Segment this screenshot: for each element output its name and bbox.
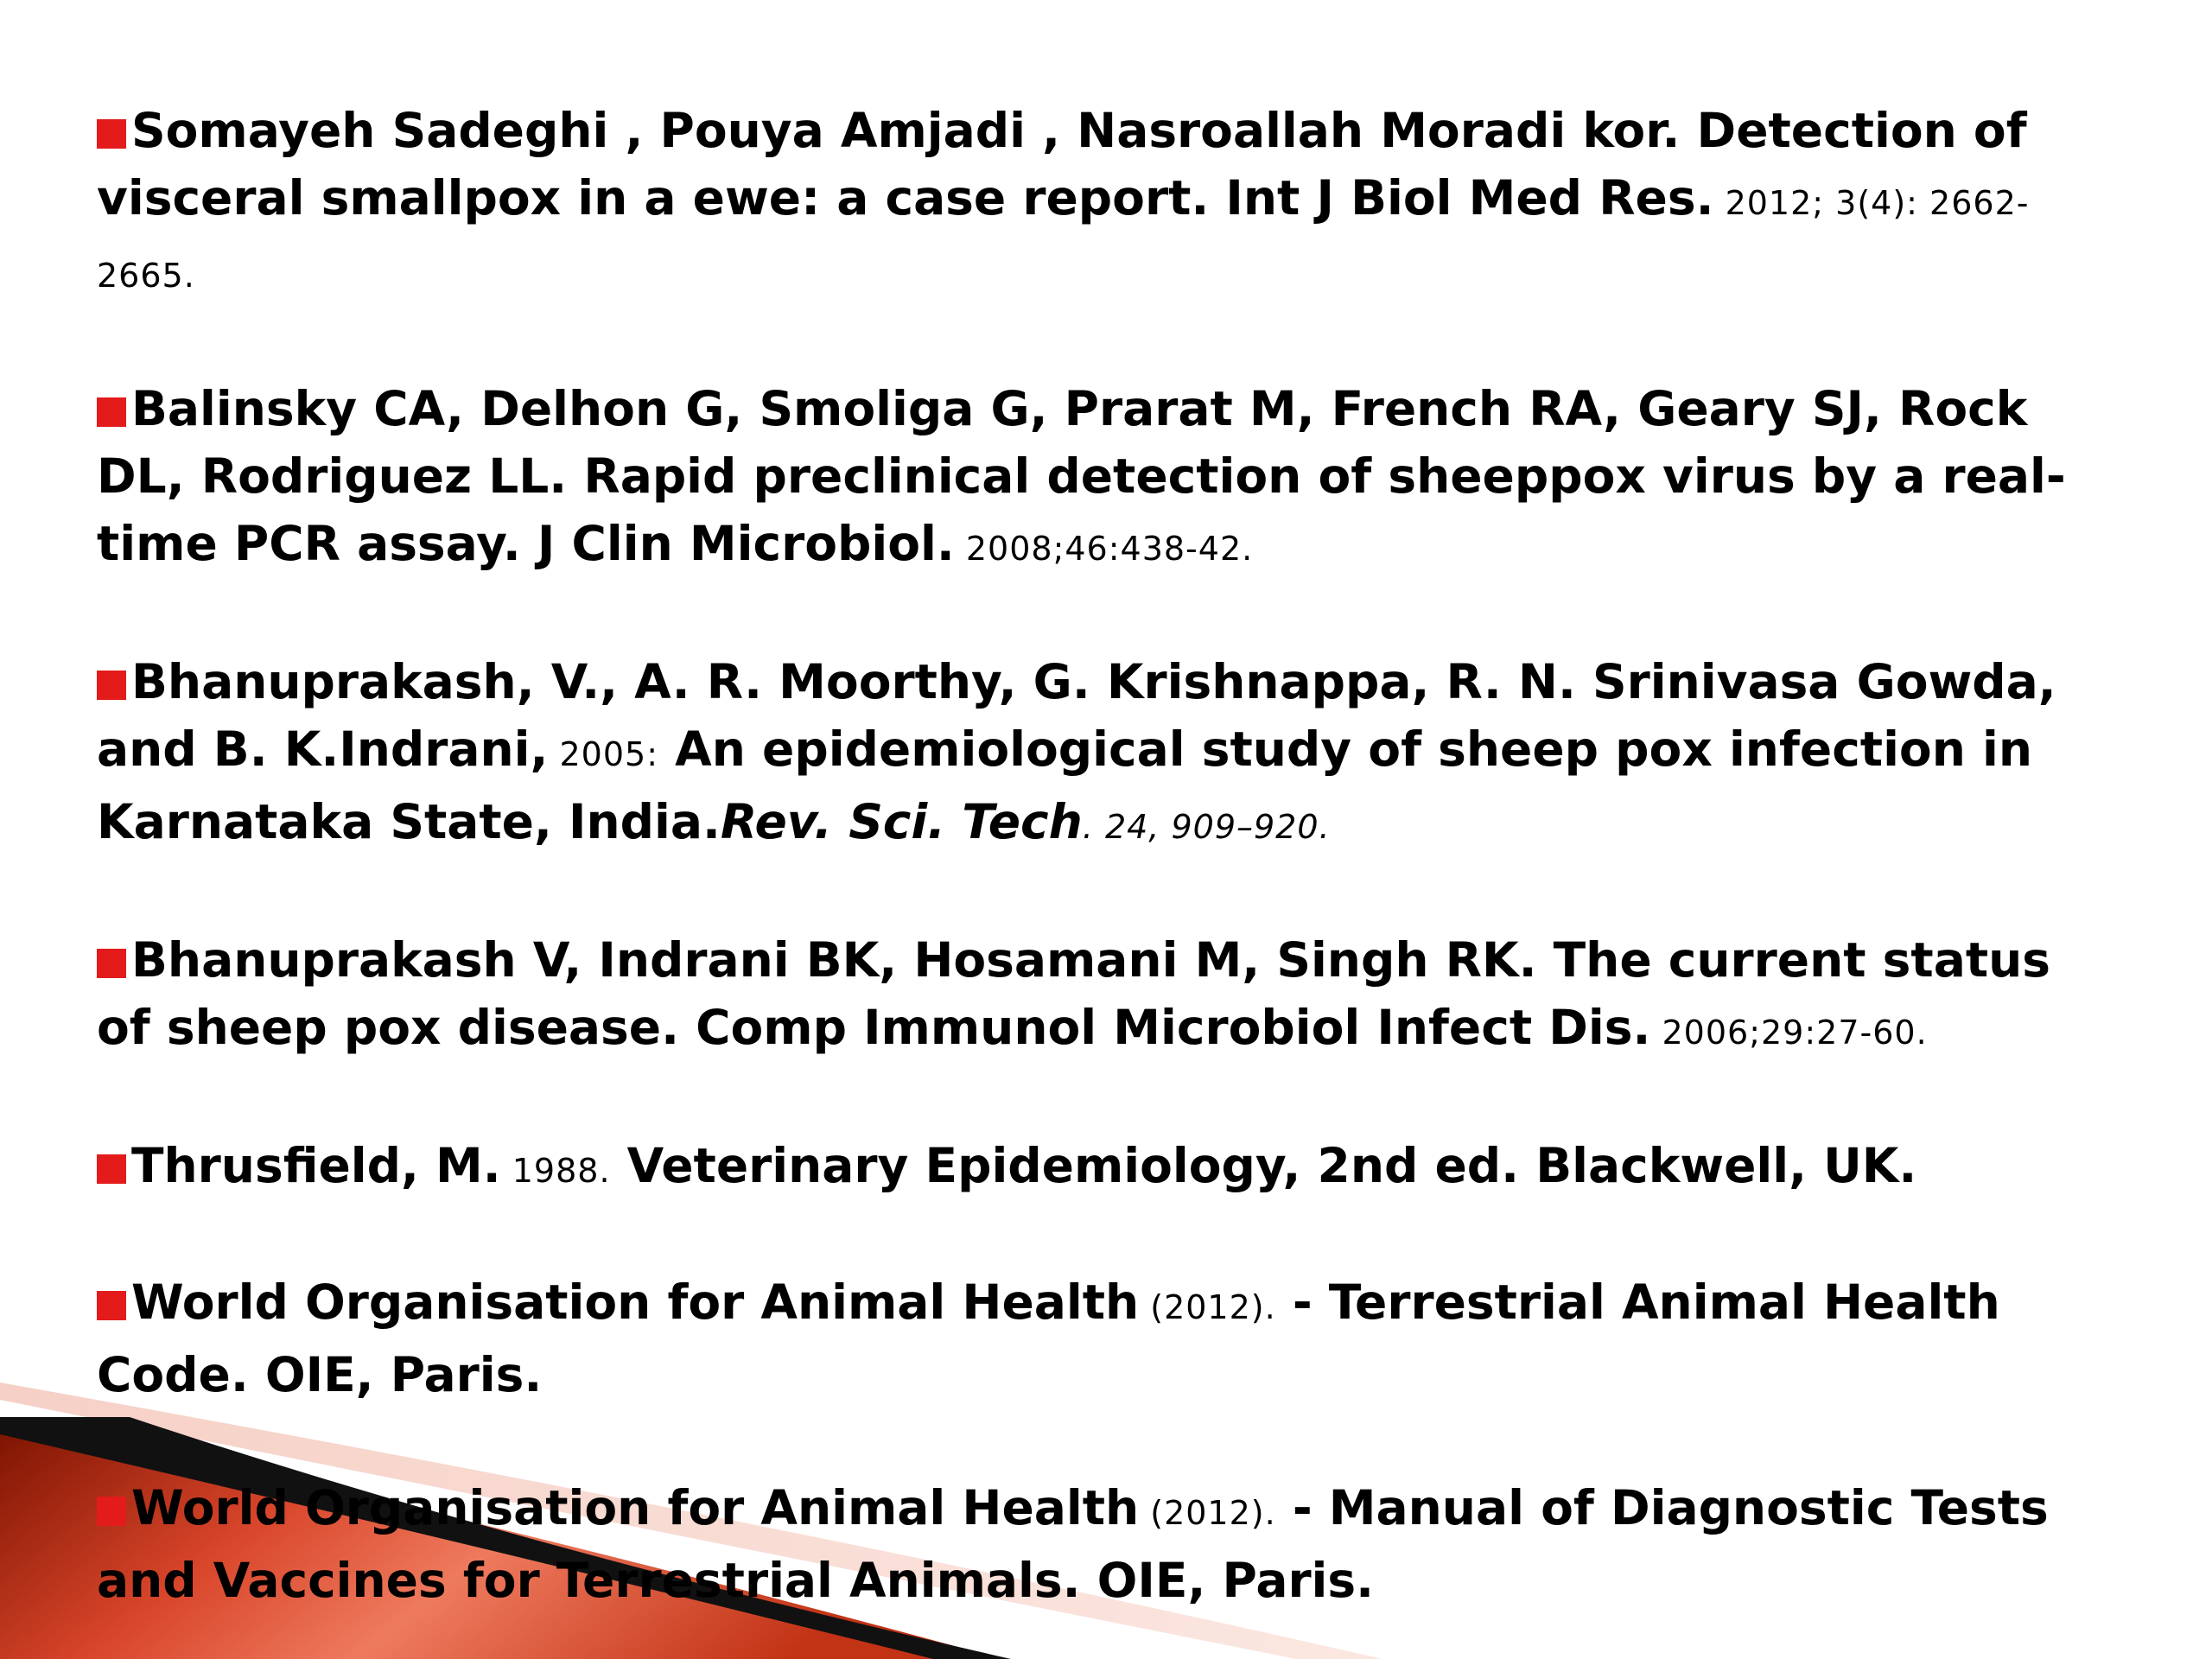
reference-authors: World Organisation for Animal Health <box>131 1480 1140 1535</box>
bullet-square-icon <box>97 1291 126 1320</box>
reference-journal: Rev. Sci. Tech <box>720 794 1083 849</box>
reference-item <box>97 97 2119 309</box>
reference-item <box>97 375 2119 582</box>
reference-title: - Manual of Diagnostic Tests and Vaccines for Terrestrial Animals. OIE, Paris. <box>97 1480 2049 1608</box>
reference-item <box>97 1268 2119 1408</box>
reference-item <box>97 1132 2119 1205</box>
reference-authors: Somayeh Sadeghi , Pouya Amjadi , Nasroallah Moradi kor. Detection of visceral smallpox in a ewe: a case report. Int J Biol Med Res. <box>97 103 2027 226</box>
reference-item <box>97 1474 2119 1614</box>
reference-title: - Terrestrial Animal Health Code. OIE, Paris. <box>97 1274 2000 1402</box>
reference-item <box>97 648 2119 861</box>
bullet-square-icon <box>97 1154 126 1184</box>
reference-year: (2012). <box>1139 1288 1276 1326</box>
reference-authors: Bhanuprakash V, Indrani BK, Hosamani M, Singh RK. The current status of sheep pox disease. Comp Immunol Microbiol Infect Dis. <box>97 932 2051 1055</box>
reference-details: 2008;46:438-42. <box>954 530 1254 568</box>
bullet-square-icon <box>97 119 126 149</box>
reference-authors: Balinsky CA, Delhon G, Smoliga G, Prarat M, French RA, Geary SJ, Rock DL, Rodriguez LL. Rapid preclinical detection of sheeppox virus by a real-time PCR assay. J Clin Microbiol. <box>97 381 2066 571</box>
reference-item <box>97 926 2119 1066</box>
reference-details: 2012; 3(4): 2662-2665. <box>97 184 2030 295</box>
reference-authors: Thrusfield, M. <box>131 1138 501 1193</box>
reference-list <box>97 97 2119 1659</box>
reference-year: 2005: <box>548 735 658 773</box>
bullet-square-icon <box>97 671 126 700</box>
reference-year: (2012). <box>1139 1494 1276 1532</box>
bullet-square-icon <box>97 949 126 978</box>
bullet-square-icon <box>97 1497 126 1526</box>
bullet-square-icon <box>97 397 126 427</box>
reference-details: 2006;29:27-60. <box>1650 1014 1928 1052</box>
reference-details: . 24, 909–920. <box>1082 808 1331 846</box>
reference-authors: Bhanuprakash, V., A. R. Moorthy, G. Krishnappa, R. N. Srinivasa Gowda, and B. K.Indrani, <box>97 654 2056 777</box>
reference-title: Veterinary Epidemiology, 2nd ed. Blackwell, UK. <box>610 1138 1917 1193</box>
reference-year: 1988. <box>500 1152 611 1190</box>
reference-authors: World Organisation for Animal Health <box>131 1274 1140 1330</box>
reference-title: An epidemiological study of sheep pox infection in Karnataka State, India. <box>97 721 2033 849</box>
